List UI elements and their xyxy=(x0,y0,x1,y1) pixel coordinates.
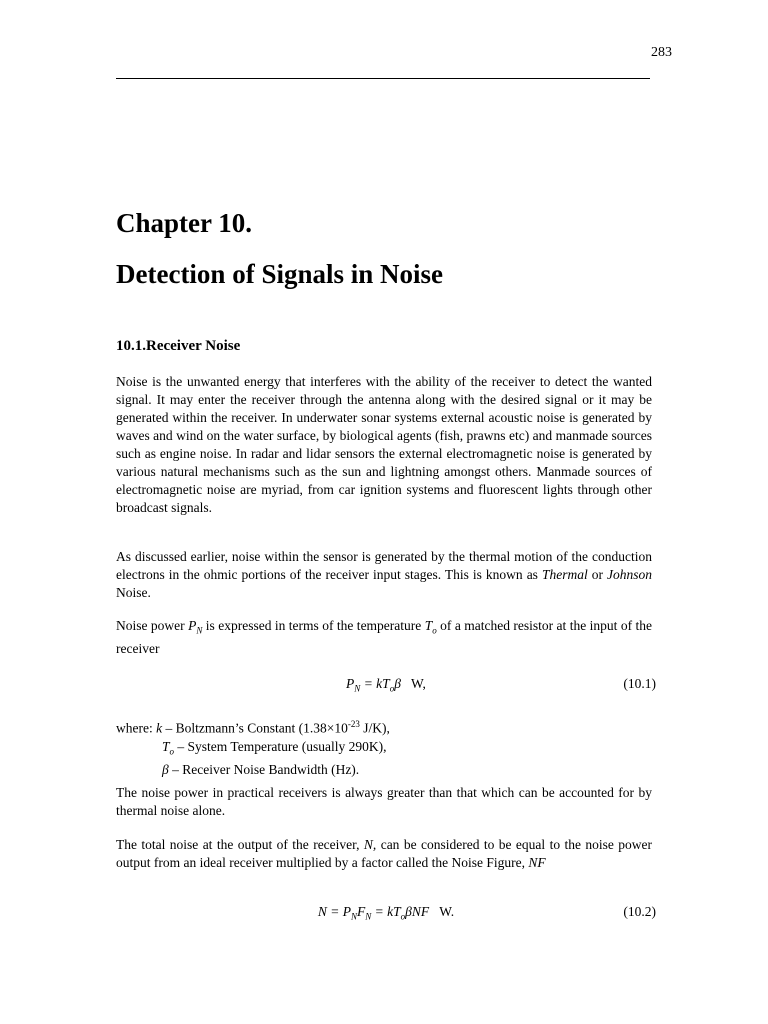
equation-10-1 xyxy=(116,676,656,696)
definition-to: $T_o$ – System Temperature (usually 290K), xyxy=(162,739,387,757)
equation-10-1-body: $P_N = kT_o\beta$ W, xyxy=(346,676,426,694)
definition-beta: β – Receiver Noise Bandwidth (Hz). xyxy=(162,762,360,778)
paragraph-practical-noise: The noise power in practical receivers is always greater than that which can be accounted for by thermal noise alone. xyxy=(116,785,652,818)
header-rule xyxy=(116,78,650,79)
paragraph-thermal-noise xyxy=(116,548,652,602)
equation-10-2 xyxy=(116,904,656,924)
paragraph-noise-figure: The total noise at the output of the receiver, N, can be considered to be equal to the noise power output from an ideal receiver multiplied by a factor called the Noise Figure, NF xyxy=(116,837,653,870)
paragraph-noise-intro: Noise is the unwanted energy that interferes with the ability of the receiver to detect the wanted signal. It may enter the receiver through the antenna along with the desired signal or it may be generated within the receiver. In underwater sonar systems external acoustic noise is generated by waves and wind on the water surface, by biological agents (fish, prawns etc) and manmade sources such as engine noise. In radar and lidar sensors the external electromagnetic noise is generated by various natural mechanisms such as the sun and lightning amongst others. Manmade sources of electromagnetic noise are myriad, from car ignition systems and fluorescent lights through other broadcast signals. xyxy=(116,374,652,515)
para2-mid: or xyxy=(587,567,607,582)
symbol-n: N, xyxy=(363,837,377,852)
chapter-subtitle: Detection of Signals in Noise xyxy=(116,259,443,289)
definition-k: where: k – Boltzmann’s Constant ($1.38\times 10^{-23}$ J/K), xyxy=(116,719,390,736)
para3-end: of a matched resistor at the input of the receiver xyxy=(116,618,652,656)
page-number: 283 xyxy=(651,45,672,60)
symbol-to: $T_o$ xyxy=(424,618,437,636)
paragraph-noise-power xyxy=(116,617,652,658)
chapter-title: Chapter 10. xyxy=(116,208,253,238)
term-thermal: Thermal xyxy=(541,567,588,582)
para2-start: As discussed earlier, noise within the sensor is generated by the thermal motion of the conduction electrons in the ohmic portions of the receiver input stages. This is known as xyxy=(116,549,652,582)
definitions-list xyxy=(116,715,390,780)
symbol-nf: NF xyxy=(528,855,546,870)
equation-10-2-body: $N = P_NF_N = kT_o\beta NF$ W. xyxy=(317,904,455,922)
para3-mid: is expressed in terms of the temperature xyxy=(202,618,425,633)
para2-end: Noise. xyxy=(116,585,151,600)
equation-10-2-number: (10.2) xyxy=(623,904,656,919)
para3-start: Noise power xyxy=(116,618,189,633)
symbol-pn: $P_N$ xyxy=(188,618,203,636)
section-heading: 10.1.Receiver Noise xyxy=(116,338,241,354)
term-johnson: Johnson xyxy=(607,567,652,582)
equation-10-1-number: (10.1) xyxy=(623,676,656,691)
